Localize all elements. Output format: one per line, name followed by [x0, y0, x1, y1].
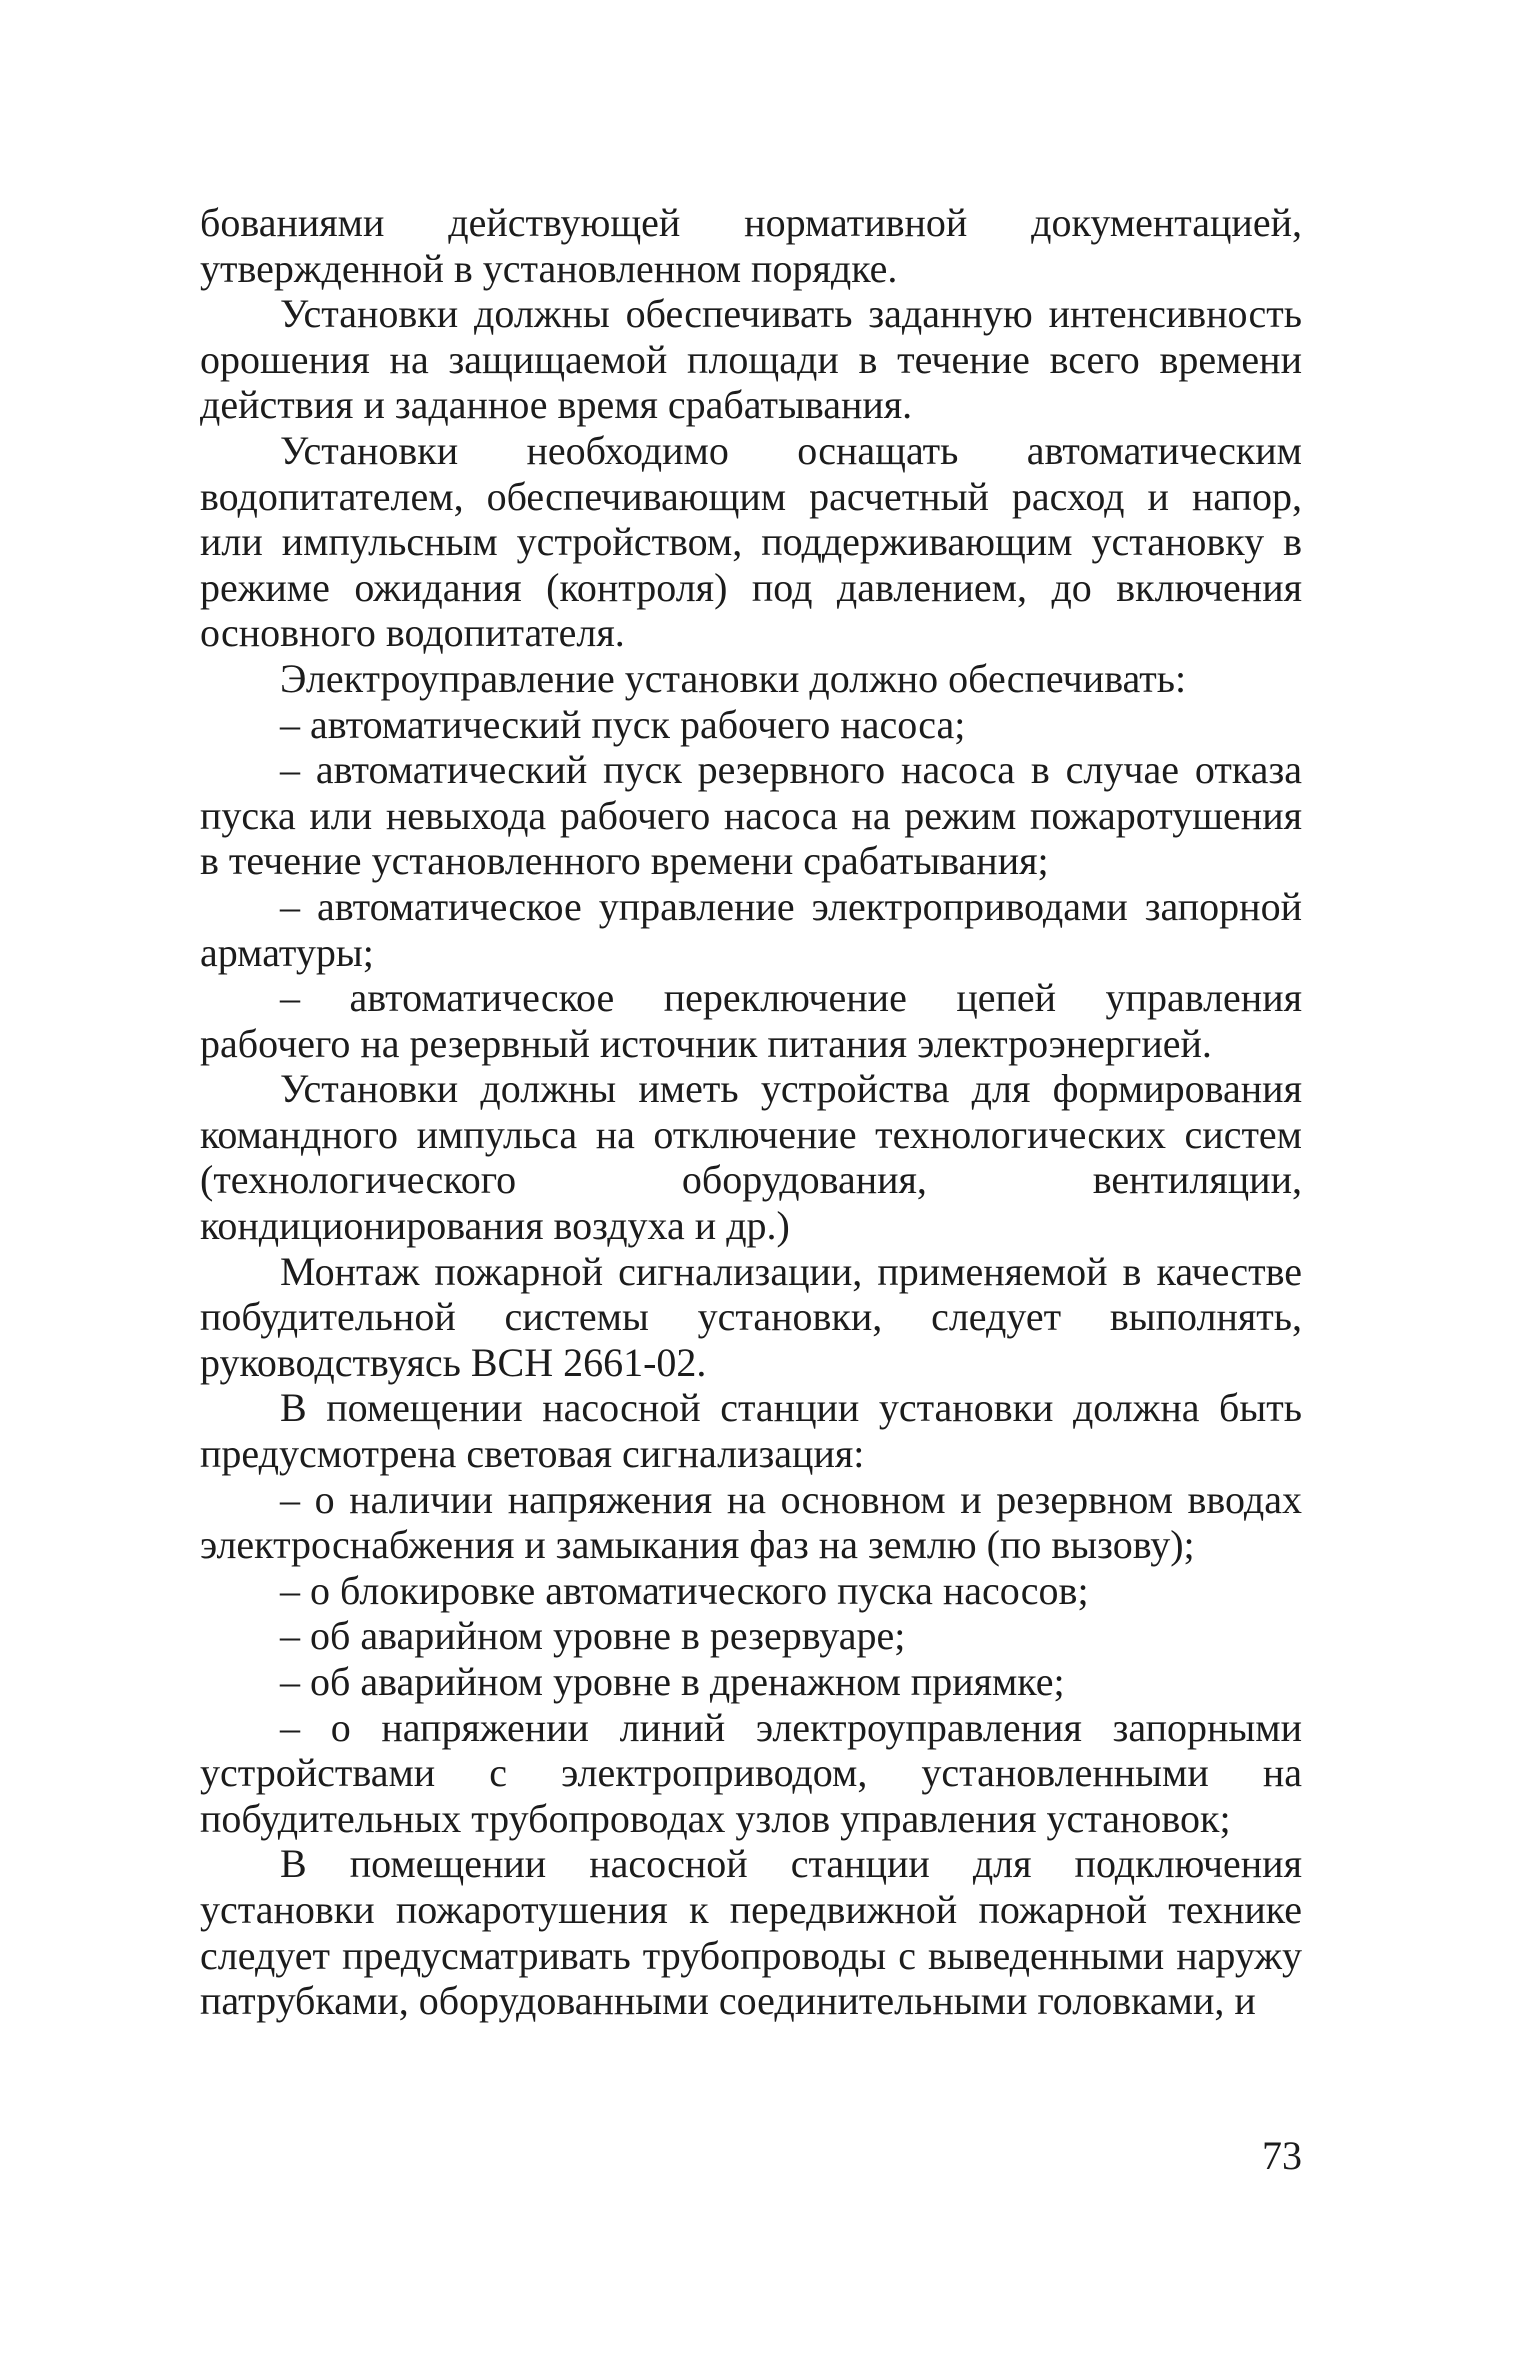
- paragraph-water-feeder: Установки необходимо оснащать автоматическим водопитателем, обеспечивающим расчетный расход и напор, или импульсным устройством, поддерживающим установку в режиме ожидания (контроля) под давлением, до включения основного водопитателя.: [200, 427, 1302, 656]
- list-item: – автоматический пуск резервного насоса в случае отказа пуска или невыхода рабочего насоса на режим пожаротушения в течение установленного времени срабатывания;: [200, 747, 1302, 884]
- paragraph-electrical-control: Электроуправление установки должно обеспечивать:: [280, 655, 1187, 701]
- paragraph-command-impulse: Установки должны иметь устройства для формирования командного импульса на отключение технологических систем (технологического оборудования, вентиляции, кондиционирования воздуха и др.): [200, 1066, 1302, 1249]
- paragraph-fire-alarm-installation: Монтаж пожарной сигнализации, применяемой в качестве побудительной системы установки, следует выполнять, руководствуясь ВСН 2661-02.: [200, 1248, 1302, 1385]
- list-item: – об аварийном уровне в резервуаре;: [280, 1613, 906, 1659]
- list-item: – о напряжении линий электроуправления запорными устройствами с электроприводом, установленными на побудительных трубопроводах узлов управления установок;: [200, 1704, 1302, 1841]
- paragraph-continuation: бованиями действующей нормативной документацией, утвержденной в установленном порядке.: [200, 200, 1302, 291]
- list-item: – автоматический пуск рабочего насоса;: [280, 701, 966, 747]
- paragraph-irrigation-intensity: Установки должны обеспечивать заданную интенсивность орошения на защищаемой площади в течение всего времени действия и заданное время срабатывания.: [200, 291, 1302, 428]
- list-item: – автоматическое переключение цепей управления рабочего на резервный источник питания электроэнергией.: [200, 975, 1302, 1066]
- page-body: [200, 200, 1302, 2024]
- page-number: 73: [1262, 2133, 1302, 2178]
- list-item: – об аварийном уровне в дренажном приямке;: [280, 1659, 1065, 1704]
- list-item: – автоматическое управление электроприводами запорной арматуры;: [200, 883, 1302, 975]
- list-item: – о наличии напряжения на основном и резервном вводах электроснабжения и замыкания фаз на землю (по вызову);: [200, 1476, 1302, 1568]
- paragraph-mobile-fire-equipment: В помещении насосной станции для подключения установки пожаротушения к передвижной пожарной технике следует предусматривать трубопроводы с выведенными наружу патрубками, оборудованными соединительными головками, и: [200, 1841, 1302, 2024]
- paragraph-light-signaling: В помещении насосной станции установки должна быть предусмотрена световая сигнализация:: [200, 1385, 1302, 1477]
- list-item: – о блокировке автоматического пуска насосов;: [280, 1567, 1089, 1613]
